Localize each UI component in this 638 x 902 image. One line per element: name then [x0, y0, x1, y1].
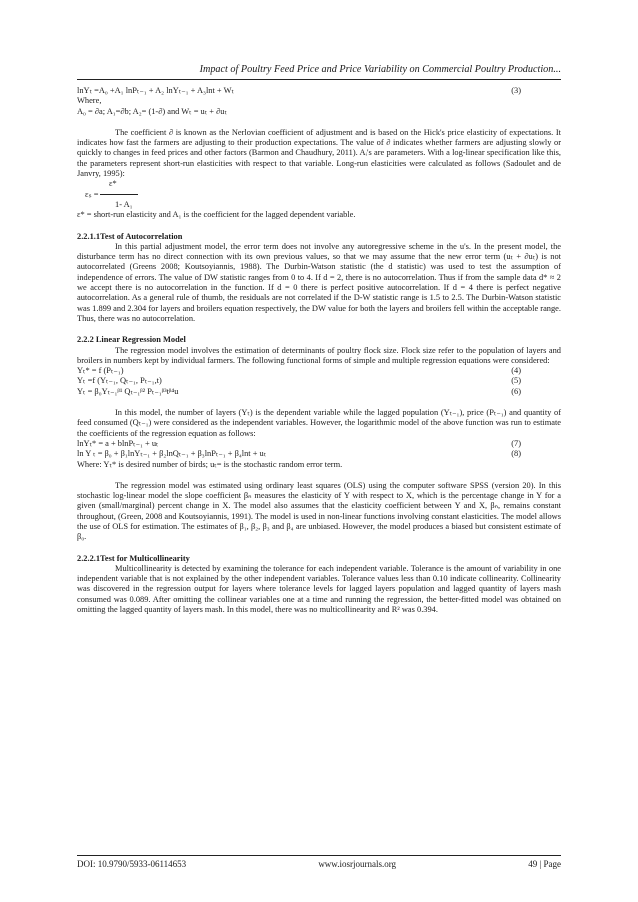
main-text [77, 86, 561, 615]
footer-doi: DOI: 10.9790/5933-06114653 [77, 859, 187, 869]
equation-number: (5) [511, 376, 521, 386]
equation-text: lnYₜ* = a + blnPₜ₋₁ + uₜ [77, 438, 159, 448]
paragraph-autocorrelation: In this partial adjustment model, the error term does not involve any autoregressive scheme in the u's. In the present model, the disturbance term has no direct connection with its own previous values, so that we may assume that the new error term (uₜ + ∂uₜ) is not autocorrelated (Greens 2008; Koutsoyiannis, 1988). The Durbin-Watson statistic (the d statistic) was used to test the assumption of independence of errors. The value of DW statistic ranges from 0 to 4. If d = 2, there is no autocorrelation. Thus if from the sample data d* ≈ 2 we accept there is no autocorrelation in the function. If d = 0 there is perfect positive autocorrelation. If d = 4 there is perfect negative autocorrelation. As a general rule of thumb, the residuals are not correlated if the D-W statistic range is 1.5 to 2.5. The Durbin-Watson statistic was 1.899 and 2.304 for layers and broilers equation respectively, the DW value for both the layers and broilers fell within the acceptable range. Thus, there was no autocorrelation. [77, 241, 561, 323]
page-footer [77, 859, 561, 869]
fraction-lhs [77, 190, 561, 200]
fraction-numerator: ε* [109, 179, 117, 189]
running-header: Impact of Poultry Feed Price and Price Variability on Commercial Poultry Production... [199, 64, 561, 75]
equation-8 [77, 449, 561, 459]
heading-multicollinearity: 2.2.2.1Test for Multicollinearity [77, 553, 190, 563]
equation-number: (7) [511, 438, 521, 448]
footer-rule [77, 855, 561, 856]
equation-5 [77, 376, 561, 386]
header-rule [77, 79, 561, 80]
equation-7 [77, 439, 561, 449]
fraction-denominator: 1- A₁ [115, 199, 133, 209]
equation-number: (3) [511, 86, 521, 95]
where-definitions-2: Where: Yₜ* is desired number of birds; uₜ= is the stochastic random error term. [77, 459, 343, 469]
where-definitions: A₀ = ∂a; A₁=∂b; A₂= (1-∂) and Wₜ = uₜ + ∂uₜ [77, 106, 227, 116]
equation-3 [77, 86, 561, 96]
equation-6 [77, 387, 561, 397]
footer-page-number: 49 | Page [528, 859, 561, 869]
heading-linear-regression: 2.2.2 Linear Regression Model [77, 335, 186, 345]
equation-text: ln Y ₜ = β₀ + β₁lnYₜ₋₁ + β₂lnQₜ₋₁ + β₃lnPₜ₋₁ + β₄lnt + uₜ [77, 449, 267, 459]
paragraph-linear-regression: The regression model involves the estimation of determinants of poultry flock size. Flock size refer to the population of layers and broilers in numbers kept by individual farmers. The following functional forms of simple and multiple regression equations were considered: [77, 345, 561, 365]
where-label: Where, [77, 96, 102, 106]
fraction-definition: ε* = short-run elasticity and A₁ is the coefficient for the lagged dependent variable. [77, 210, 356, 220]
equation-number: (4) [511, 366, 521, 376]
footer-website: www.iosrjournals.org [318, 859, 397, 869]
equation-text: Yₜ =f (Yₜ₋₁, Qₜ₋₁, Pₜ₋₁,t) [77, 376, 162, 386]
fraction-lhs-text: εₛ = [85, 189, 99, 199]
equation-4 [77, 366, 561, 376]
paragraph-model-variables: In this model, the number of layers (Yₜ) is the dependent variable while the lagged population (Yₜ₋₁), price (Pₜ₋₁) and quantity of feed consumed (Qₜ₋₁) were considered as the independent variables. However, the logarithmic model of the above function was run to estimate the coefficients of the regression equation as follows: [77, 408, 561, 438]
paragraph-ols: The regression model was estimated using ordinary least squares (OLS) using the computer software SPSS (version 20). In this stochastic log-linear model the slope coefficient βₙ measures the elasticity of Y with respect to X, which is the percentage change in Y for a given (small/marginal) percent change in X. The model also assumes that the elasticity coefficient between Y and X, βₙ, remains constant throughout, (Green, 2008 and Koutsoyiannis, 1991). The model is used in non-linear functions involving constant elasticities. The model allows the use of OLS for estimation. The estimates of β₁, β₂, β₃ and β₄ are unbiased. However, the model produces a biased but consistent estimate of β₀. [77, 480, 561, 542]
equation-number: (8) [511, 449, 521, 459]
equation-text: lnYₜ =A₀ +A₁ lnPₜ₋₁ + A₂ lnYₜ₋₁ + A₃lnt + Wₜ [77, 86, 234, 95]
equation-text: Yₜ* = f (Pₜ₋₁) [77, 366, 124, 376]
equation-text: Yₜ = β₀Yₜ₋₁ᵝ¹ Qₜ₋₁ᵝ² Pₜ₋₁ᵝ³tᵝ⁴u [77, 386, 179, 396]
heading-autocorrelation: 2.2.1.1Test of Autocorrelation [77, 231, 183, 241]
fraction-bar [100, 194, 138, 195]
paragraph-nerlovian: The coefficient ∂ is known as the Nerlovian coefficient of adjustment and is based on the Hick's price elasticity of expectations. It indicates how fast the farmers are adjusting to their production expectations. The value of ∂ indicates whether farmers are adjusting slowly or quickly to changes in feed prices and other factors (Barmon and Chaudhury, 2011). Aᵢ's are parameters. With a log-linear specification like this, the parameters represent short-run elasticities with respect to that variable. Long-run elasticities were calculated as follows (Sadoulet and de Janvry, 1995): [77, 127, 561, 179]
equation-number: (6) [511, 386, 521, 396]
paragraph-multicollinearity: Multicollinearity is detected by examining the tolerance for each independent variable. Tolerance is the amount of variability in one independent variable that is not explained by the other independent variables. Tolerance values less than 0.10 indicate collinearity. Collinearity was discovered in the regression output for layers where tolerance levels for lagged layers population and lagged quantity of layers mash consumed was 0.089. After omitting the collinear variables one at a time and running the regression, the better-fitted model was obtained on omitting the lagged quantity of layers mash. In this model, there was no multicollinearity and R² was 0.394. [77, 563, 561, 615]
